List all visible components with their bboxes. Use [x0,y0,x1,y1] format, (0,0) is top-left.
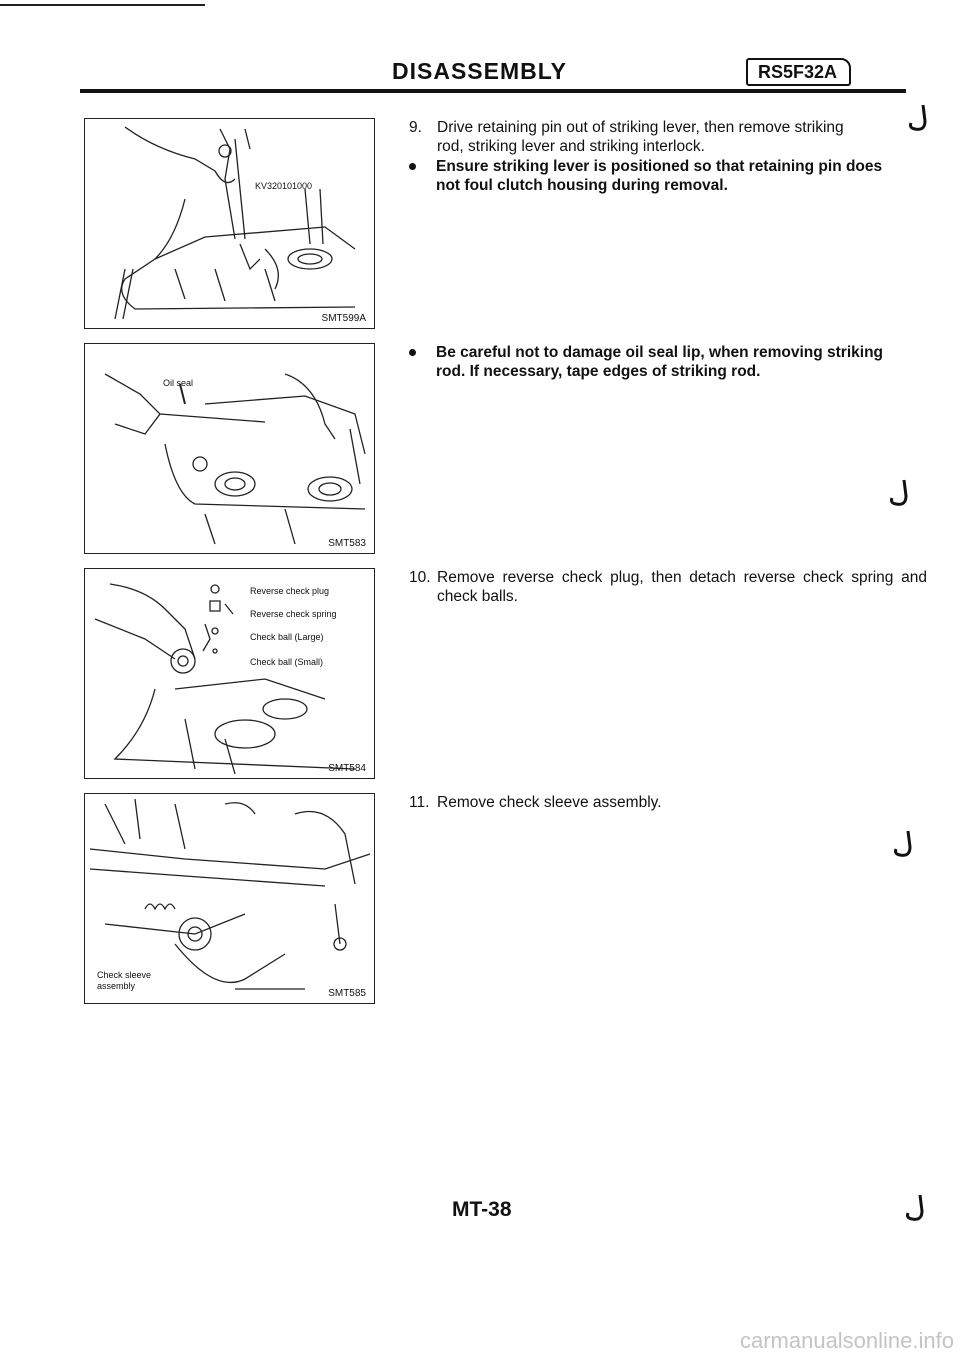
step-text-line1: Drive retaining pin out of striking lever, then remove striking [437,119,844,136]
tool-number-label: KV320101000 [255,181,313,191]
top-edge-rule [0,4,205,6]
figure-code: SMT585 [328,988,366,999]
step-number: 11. [409,794,430,811]
header-rule [80,89,906,93]
step-text: Remove reverse check plug, then detach reverse check spring and check balls. [437,569,927,605]
figure-smt599a [84,118,375,329]
reverse-check-spring-label: Reverse check spring [250,609,337,619]
caution-bullet-2 [409,343,899,381]
check-ball-large-label: Check ball (Large) [250,632,324,642]
caution-text: Ensure striking lever is positioned so that retaining pin does not foul clutch housing during removal. [436,158,883,194]
revision-mark-icon [902,1193,928,1227]
reverse-check-plug-label: Reverse check plug [250,586,330,596]
step-9 [409,118,909,156]
caution-text: Be careful not to damage oil seal lip, when removing striking rod. If necessary, tape edges of striking rod. [436,344,884,380]
bullet-dot [409,163,416,170]
figure-code: SMT584 [328,763,366,774]
figure-smt583 [84,343,375,554]
figure-code: SMT599A [321,313,366,324]
check-sleeve-label: Check sleeve [97,970,152,980]
step-text-line2: rod, striking lever and striking interlock. [437,138,705,155]
step-11 [409,793,899,812]
bullet-dot [409,349,416,356]
figure-smt585 [84,793,375,1004]
step-10 [409,568,927,606]
figure-drawing [85,569,375,779]
page-title: DISASSEMBLY [392,58,568,84]
oil-seal-label: Oil seal [163,378,194,388]
watermark: carmanualsonline.info [739,1328,954,1353]
step-text: Remove check sleeve assembly. [437,794,662,811]
model-badge: RS5F32A [746,58,851,86]
revision-mark-icon [905,103,931,137]
figure-drawing [85,344,375,554]
step-number: 10. [409,569,431,586]
check-sleeve-label-2: assembly [97,981,136,991]
revision-mark-icon [890,829,916,863]
figure-code: SMT583 [328,538,366,549]
figure-smt584 [84,568,375,779]
revision-mark-icon [886,478,912,512]
figure-drawing [85,119,375,329]
check-ball-small-label: Check ball (Small) [250,657,324,667]
page-number: MT-38 [452,1198,512,1221]
step-number: 9. [409,119,422,136]
caution-bullet-1 [409,157,899,195]
